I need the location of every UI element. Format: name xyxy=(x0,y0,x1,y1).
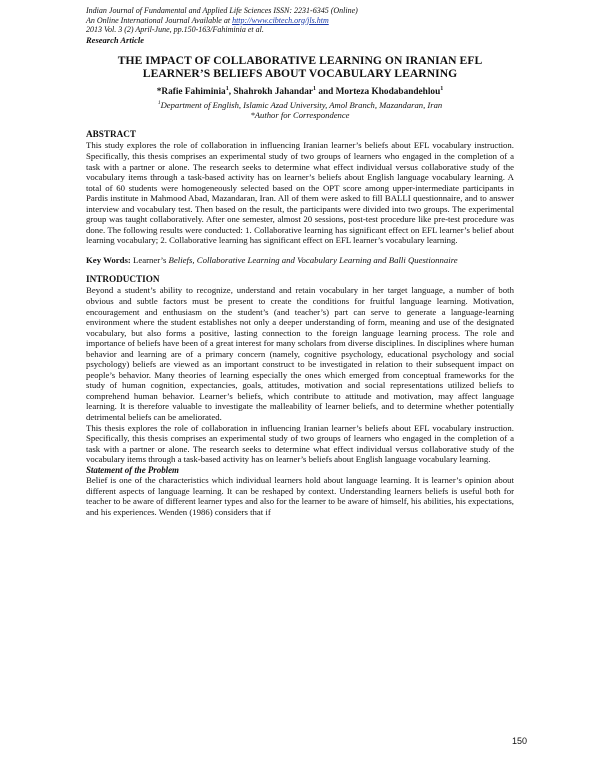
author-separator: and xyxy=(316,86,336,97)
journal-volume: 2013 Vol. 3 (2) April-June, pp.150-163/Fahiminia et al. xyxy=(86,25,264,34)
author-1: *Rafie Fahiminia xyxy=(156,86,226,97)
author-3-sup: 1 xyxy=(440,85,444,92)
affiliation-sup: 1 xyxy=(157,99,161,106)
introduction-paragraph-2: This thesis explores the role of collaboration in influencing Iranian learner’s beliefs about EFL vocabulary instruction. Specifically, this thesis comprises an experimental study of two groups of learners who engaged in the completion of a task with a partner or alone. The research seeks to determine what effect individual versus collaborative study of the vocabulary items through a task-based activity has on learner’s beliefs about English language vocabulary learning. xyxy=(86,422,514,465)
title-line-1: THE IMPACT OF COLLABORATIVE LEARNING ON IRANIAN EFL xyxy=(117,53,483,67)
keywords xyxy=(86,255,514,266)
statement-paragraph: Belief is one of the characteristics which individual learners hold about language learning. It is learner’s opinion about different aspects of language learning. It can be reshaped by context. Understanding learners beliefs is useful both for teacher to be aware of different learner types and also for the learner to be aware of himself, his abilities, his expectations, and his experiences. Wenden (1986) considers that if xyxy=(86,475,514,517)
availability-text: An Online International Journal Available at xyxy=(86,15,233,25)
journal-name: Indian Journal of Fundamental and Applied Life Sciences ISSN: 2231-6345 (Online) xyxy=(86,6,358,15)
abstract-text: This study explores the role of collaboration in influencing Iranian learner’s beliefs about EFL vocabulary instruction. Specifically, this thesis comprises an experimental study of two groups of learners who engaged in the completion of a task with a partner or alone. The research seeks to determine what effect individual versus collaborative study of the vocabulary items through a task-based activity has on learner’s beliefs about English language vocabulary learning. A total of 60 students were homogeneously selected based on the OPT score among upper-intermediate participants in Pardis institute in Mahmood Abad, Mazandaran, Iran. All of them were asked to fill BALLI questionnaire, and to answer interview and vocabulary test. Then based on the result, the participants were divided into two groups. The experimental group was taught collaboratively. After one semester, almost 20 sessions, post-test procedure like pre-test procedure was done. The following results were conducted: 1. Collaborative learning has significant effect on EFL learner’s belief about learning vocabulary; 2. Collaborative learning has significant effect on EFL learner’s vocabulary learning. xyxy=(86,140,514,246)
author-3: Morteza Khodabandehlou xyxy=(335,86,441,97)
author-1-sup: 1 xyxy=(225,85,229,92)
author-2: Shahrokh Jahandar xyxy=(233,86,314,97)
article-type: Research Article xyxy=(86,34,144,45)
affiliation xyxy=(86,98,514,110)
author-separator: , xyxy=(228,86,234,97)
title-line-2: LEARNER’S BELIEFS ABOUT VOCABULARY LEARNING xyxy=(142,66,458,80)
journal-url-link[interactable]: http://www.cibtech.org/jls.htm xyxy=(232,15,329,25)
keywords-label: Key Words: xyxy=(86,254,131,265)
author-2-sup: 1 xyxy=(313,85,317,92)
affiliation-text: Department of English, Islamic Azad University, Amol Branch, Mazandaran, Iran xyxy=(160,99,443,110)
introduction-paragraph-1: Beyond a student’s ability to recognize, understand and retain vocabulary in her target language, a number of both obvious and subtle factors must be present to create the conditions for fruitful language learning. Motivation, encouragement and enthusiasm on the student’s (and teacher’s) part can serve to generate a language-learning environment where the student establishes not only a deeper understanding of form, meaning and use of the designated vocabulary, but also forms a positive, lasting connection to the foreign language learning process. The role and importance of beliefs have been of a great interest for many scholars from diverse disciplines. In disciplines where human behavior and learning are of a primary concern (namely, cognitive psychology, educational psychology and social psychology) beliefs are viewed as an important construct to be investigated in relation to their subsequent impact on people’s behavior. Many theories of learning especially the ones which emerged from conceptual frameworks for the study of human cognition, expectancies, goals, attitudes, motivation and social representations utilized beliefs to comprehend human behavior. Learner’s beliefs, which contribute to attitude and motivation, may affect language learning. It is therefore valuable to investigate the malleability of learner beliefs, and to determine whether potentially detrimental beliefs can be ameliorated. xyxy=(86,285,514,423)
statement-heading: Statement of the Problem xyxy=(86,464,179,475)
keywords-list: Beliefs, Collaborative Learning and Vocabulary Learning and Balli Questionnaire xyxy=(168,254,458,265)
paper-title xyxy=(86,54,514,80)
abstract-heading: ABSTRACT xyxy=(86,129,137,140)
journal-availability xyxy=(86,16,514,26)
correspondence-note: *Author for Correspondence xyxy=(250,109,350,120)
keywords-first: Learner’s xyxy=(130,254,169,265)
introduction-heading: INTRODUCTION xyxy=(86,274,160,285)
author-list xyxy=(86,84,514,98)
page-number: 150 xyxy=(511,736,527,746)
